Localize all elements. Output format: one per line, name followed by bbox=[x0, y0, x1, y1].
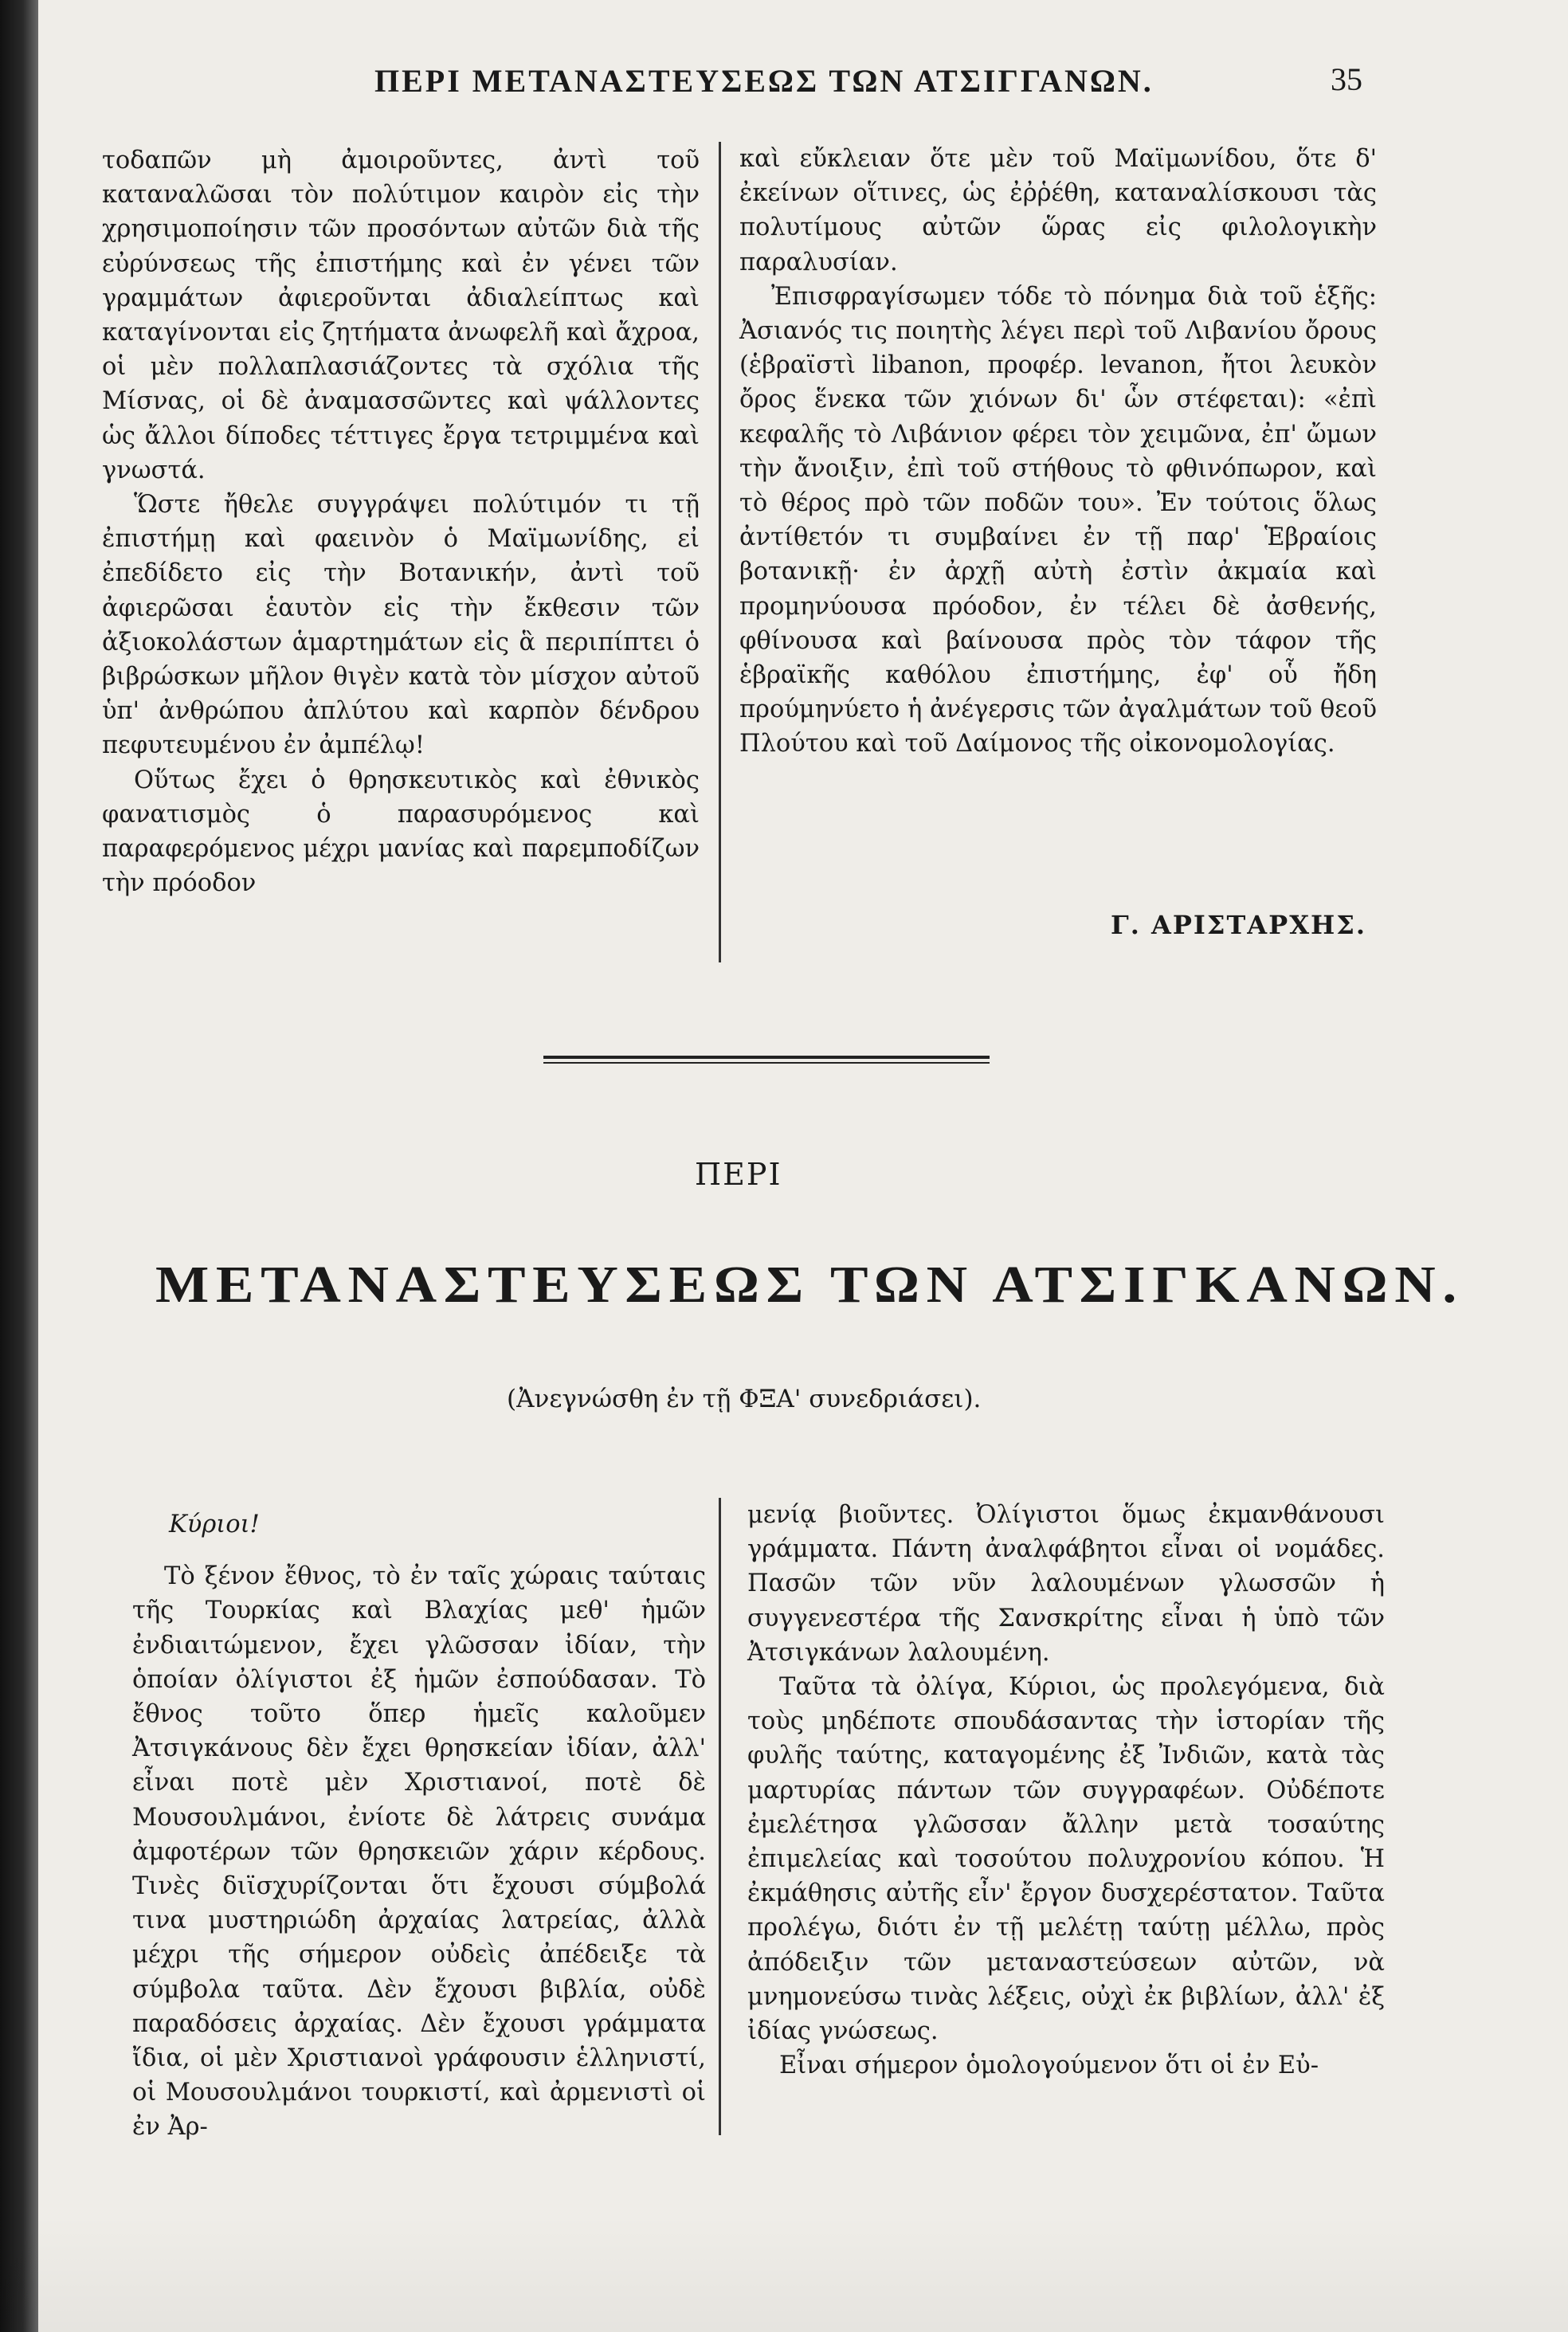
author-signature: Γ. ΑΡΙΣΤΑΡΧΗΣ. bbox=[1111, 910, 1367, 940]
section-separator-rule bbox=[543, 1056, 990, 1064]
page-number: 35 bbox=[1331, 61, 1362, 97]
reading-note: (Ἀνεγνώσθη ἐν τῇ ΦΞΑ' συνεδριάσει). bbox=[507, 1385, 982, 1413]
article-title: ΜΕΤΑΝΑΣΤΕΥΣΕΩΣ ΤΩΝ ΑΤΣΙΓΚΑΝΩΝ. bbox=[155, 1256, 1464, 1314]
paragraph: Ἐπισφραγίσωμεν τόδε τὸ πόνημα διὰ τοῦ ἑξῆς: Ἀσιανός τις ποιητὴς λέγει περὶ τοῦ Λιβανίου ὄρους (ἑβραϊστὶ libanon, προφέρ. levanon, ἤτοι λευκὸν ὄρος ἕνεκα τῶν χιόνων δι' ὧν στέφεται): «ἐπὶ κεφαλῆς τὸ Λιβάνιον φέρει τὸν χειμῶνα, ἐπ' ὤμων τὴν ἄνοιξιν, ἐπὶ τοῦ στήθους τὸ φθινόπωρον, καὶ τὸ θέρος πρὸ τῶν ποδῶν του». Ἐν τούτοις ὅλως ἀντίθετόν τι συμβαίνει ἐν τῇ παρ' Ἑβραίοις βοτανικῇ· ἐν ἀρχῇ αὐτὴ ἐστὶν ἀκμαία καὶ προμηνύουσα πρόοδον, ἐν τέλει δὲ ἀσθενής, φθίνουσα καὶ βαίνουσα πρὸς τὸν τάφον τῆς ἑβραϊκῆς καθόλου ἐπιστήμης, ἐφ' οὗ ἤδη προύμηνύετο ἡ ἀνέγερσις τῶν ἀγαλμάτων τοῦ θεοῦ Πλούτου καὶ τοῦ Δαίμονος τῆς οἰκονομολογίας. bbox=[739, 282, 1377, 758]
paragraph: Οὕτως ἔχει ὁ θρησκευτικὸς καὶ ἐθνικὸς φανατισμὸς ὁ παρασυρόμενος καὶ παραφερόμενος μέχρι μανίας καὶ παρεμποδίζων τὴν πρόοδον bbox=[102, 766, 700, 898]
column-divider bbox=[719, 1498, 721, 2135]
paragraph: τοδαπῶν μὴ ἀμοιροῦντες, ἀντὶ τοῦ καταναλῶσαι τὸν πολύτιμον καιρὸν εἰς τὴν χρησιμοποίησιν τῶν προσόντων αὐτῶν διὰ τῆς εὐρύνσεως τῆς ἐπιστήμης καὶ ἐν γένει τῶν γραμμάτων ἀφιεροῦνται ἀδιαλείπτως καὶ καταγίνονται εἰς ζητήματα ἀνωφελῆ καὶ ἄχροα, οἱ μὲν πολλαπλασιάζοντες τὰ σχόλια τῆς Μίσνας, οἱ δὲ ἀναμασσῶντες καὶ ψάλλοντες ὡς ἄλλοι δίποδες τέττιγες ἔργα τετριμμένα καὶ γνωστά. bbox=[102, 147, 700, 484]
paragraph: Ταῦτα τὰ ὀλίγα, Κύριοι, ὡς προλεγόμενα, διὰ τοὺς μηδέποτε σπουδάσαντας τὴν ἱστορίαν τῆς φυλῆς ταύτης, καταγομένης ἐξ Ἰνδιῶν, κατὰ τὰς μαρτυρίας πάντων τῶν συγγραφέων. Οὐδέποτε ἐμελέτησα γλῶσσαν ἄλλην μετὰ τοσαύτης ἐπιμελείας καὶ τοσούτου πολυχρονίου κόπου. Ἡ ἐκμάθησις αὐτῆς εἶν' ἔργον δυσχερέστατον. Ταῦτα προλέγω, διότι ἐν τῇ μελέτῃ ταύτῃ μέλλω, πρὸς ἀπόδειξιν τῶν μεταναστεύσεων αὐτῶν, νὰ μνημονεύσω τινὰς λέξεις, οὐχὶ ἐκ βιβλίων, ἀλλ' ἐξ ἰδίας γνώσεως. bbox=[747, 1673, 1385, 2046]
article-kicker: ΠΕΡΙ bbox=[695, 1157, 782, 1192]
salutation: Κύριοι! bbox=[169, 1511, 260, 1538]
paragraph: Ὥστε ἤθελε συγγράψει πολύτιμόν τι τῇ ἐπιστήμῃ καὶ φαεινὸν ὁ Μαϊμωνίδης, εἰ ἐπεδίδετο εἰς τὴν Βοτανικήν, ἀντὶ τοῦ ἀφιερῶσαι ἑαυτὸν εἰς τὴν ἔκθεσιν τῶν ἀξιοκολάστων ἁμαρτημάτων εἰς ἃ περιπίπτει ὁ βιβρώσκων μῆλον θιγὲν κατὰ τὸν μίσχον αὐτοῦ ὑπ' ἀνθρώπου ἀπλύτου καὶ καρπὸν δένδρου πεφυτευμένου ἐν ἀμπέλῳ! bbox=[102, 491, 700, 760]
paragraph: Τὸ ξένον ἔθνος, τὸ ἐν ταῖς χώραις ταύταις τῆς Τουρκίας καὶ Βλαχίας μεθ' ἡμῶν ἐνδιαιτώμενον, ἔχει γλῶσσαν ἰδίαν, τὴν ὁποίαν ὀλίγιστοι ἐξ ἡμῶν ἐσπούδασαν. Τὸ ἔθνος τοῦτο ὅπερ ἡμεῖς καλοῦμεν Ἀτσιγκάνους δὲν ἔχει θρησκείαν ἰδίαν, ἀλλ' εἶναι ποτὲ μὲν Χριστιανοί, ποτὲ δὲ Μουσουλμάνοι, ἐνίοτε δὲ λάτρεις συνάμα ἀμφοτέρων τῶν θρησκειῶν χάριν κέρδους. Τινὲς διϊσχυρίζονται ὅτι ἔχουσι σύμβολά τινα μυστηριώδη ἀρχαίας λατρείας, ἀλλὰ μέχρι τῆς σήμερον οὐδεὶς ἀπέδειξε τὰ σύμβολα ταῦτα. Δὲν ἔχουσι βιβλία, οὐδὲ παραδόσεις ἀρχαίας. Δὲν ἔχουσι γράμματα ἴδια, οἱ μὲν Χριστιανοὶ γράφουσιν ἑλληνιστί, οἱ Μουσουλμάνοι τουρκιστί, καὶ ἀρμενιστὶ οἱ ἐν Ἀρ- bbox=[132, 1562, 706, 2142]
book-binding-edge bbox=[0, 0, 38, 2332]
paragraph: καὶ εὔκλειαν ὅτε μὲν τοῦ Μαϊμωνίδου, ὅτε δ' ἐκείνων οἵτινες, ὡς ἐῤῥέθη, καταναλίσκουσι τὰς πολυτίμους αὐτῶν ὥρας εἰς φιλολογικὴν παραλυσίαν. bbox=[739, 145, 1377, 276]
paragraph: Εἶναι σήμερον ὁμολογούμενον ὅτι οἱ ἐν Εὐ- bbox=[779, 2052, 1319, 2080]
page-shadow bbox=[0, 2215, 1568, 2332]
top-left-column bbox=[102, 143, 700, 900]
top-right-column bbox=[739, 142, 1377, 762]
paragraph: μενίᾳ βιοῦντες. Ὀλίγιστοι ὅμως ἐκμανθάνουσι γράμματα. Πάντη ἀναλφάβητοι εἶναι οἱ νομάδες. Πασῶν τῶν νῦν λαλουμένων γλωσσῶν ἡ συγγενεστέρα τῆς Σανσκρίτης εἶναι ἡ ὑπὸ τῶν Ἀτσιγκάνων λαλουμένη. bbox=[747, 1501, 1385, 1667]
column-divider bbox=[719, 142, 721, 962]
running-head-title: ΠΕΡΙ ΜΕΤΑΝΑΣΤΕΥΣΕΩΣ ΤΩΝ ΑΤΣΙΓΓΑΝΩΝ. bbox=[374, 63, 1154, 99]
article-right-column bbox=[747, 1498, 1385, 2083]
article-left-column bbox=[132, 1507, 706, 2145]
